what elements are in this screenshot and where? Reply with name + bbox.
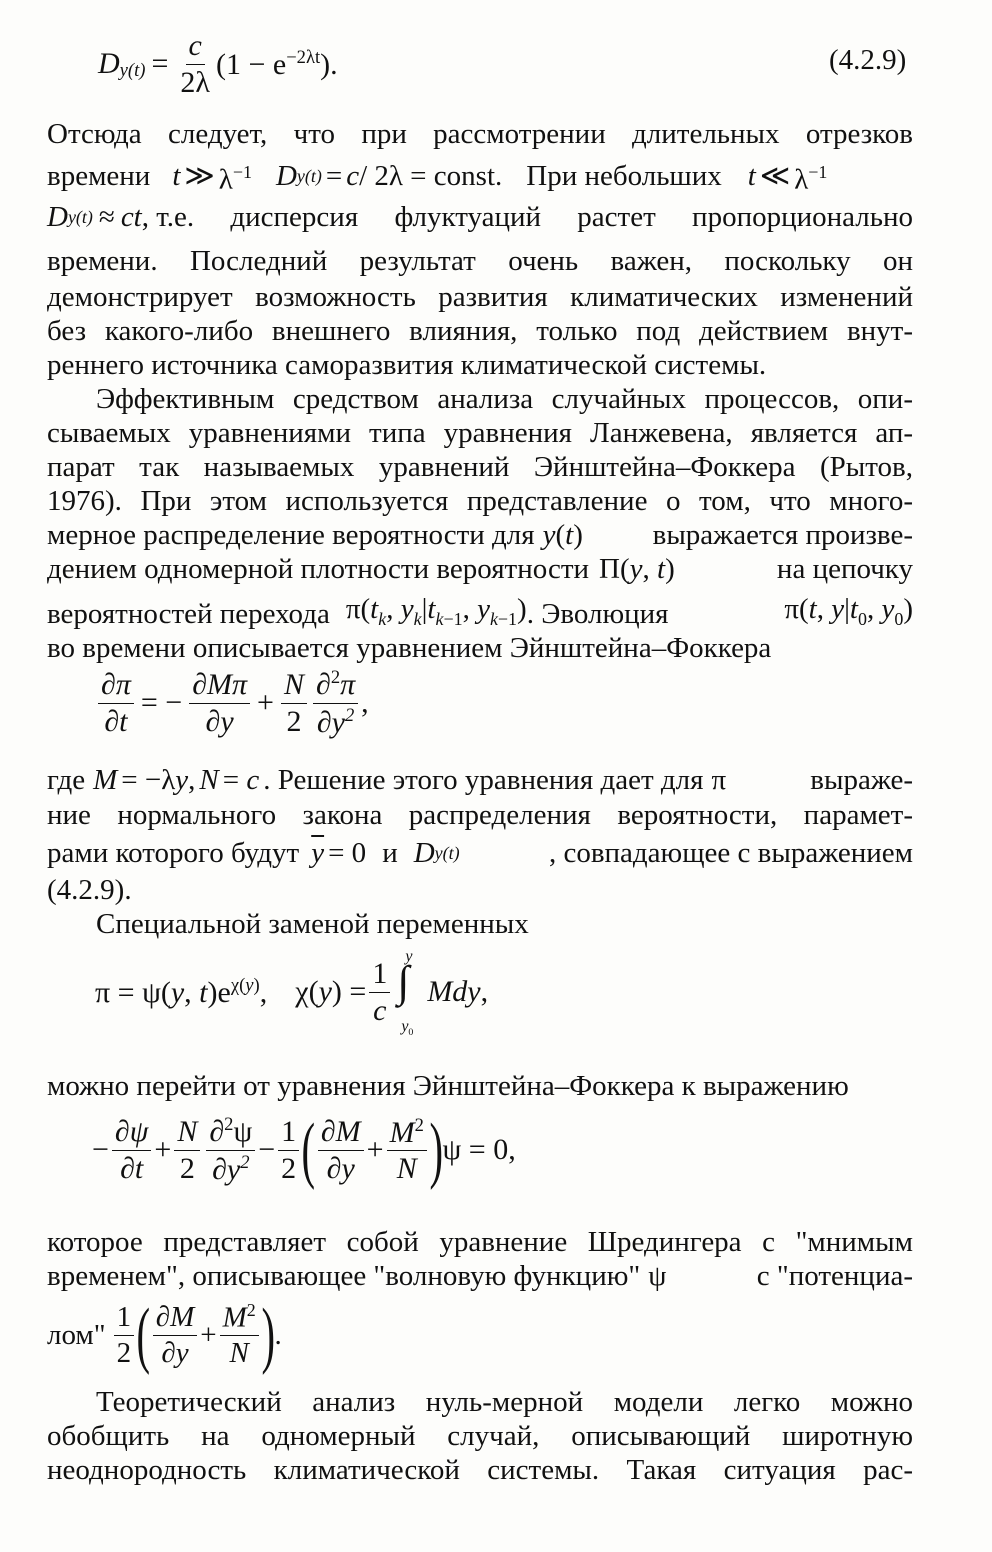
text-line: времени. Последний результат очень важен, поскольку он xyxy=(47,245,913,277)
equation-einstein-fokker: $\frac{\partial\pi}{\partial t}$ = − $\frac{\partial M\pi}{\partial y}$ + $\frac{N}{2}$ $\frac{\partial^2\pi}{\partial y^2}$ , xyxy=(95,668,369,738)
text-line: обобщить на одномерный случай, описывающий широтную xyxy=(47,1420,913,1452)
text-line: которое представляет собой уравнение Шредингера с "мнимым xyxy=(47,1226,913,1258)
text-line: Теоретический анализ нуль-мерной модели легко можно xyxy=(96,1386,913,1418)
text-line: ние нормального закона распределения вероятности, парамет- xyxy=(47,799,913,831)
equation-4-2-9: D $_{y(t)}$ = $\frac{c}{2\lambda}$ $(1 - e^{-2\lambda t})$. xyxy=(98,29,338,99)
equation-schrodinger: − $\frac{\partial\psi}{\partial t}$ + $\frac{N}{2}$ $\frac{\partial^2\psi}{\partial y^2}$ − $\frac{1}{2}$ ( $\frac{\partial M}{\partial y}$ + $\frac{M^2}{N}$ ) ψ = 0, xyxy=(92,1109,516,1191)
text-line-math: вероятностей перехода $\pi(t_k$, $y_k|t_{k-1}$, $y_{k-1}$) . Эволюция π(t, $y|t_0$, $y_0$) xyxy=(47,593,913,630)
equation-substitution: π = ψ(y, $t)e^{\chi(y)}$, χ(y) = $\frac{1}{c}$ y ∫ $y_0$ Mdy , xyxy=(95,948,489,1039)
text-line: Специальной заменой переменных xyxy=(96,908,529,940)
text-line: без какого-либо внешнего влияния, только под действием внут- xyxy=(47,315,913,347)
text-line: Эффективным средством анализа случайных процессов, опи- xyxy=(96,383,913,415)
text-line: можно перейти от уравнения Эйнштейна–Фоккера к выражению xyxy=(47,1070,849,1102)
text-line: парат так называемых уравнений Эйнштейна–Фоккера (Рытов, xyxy=(47,451,913,483)
equation-number: (4.2.9) xyxy=(829,44,907,76)
potential-expression: лом" $\frac{1}{2}$ ( $\frac{\partial M}{\partial y}$ + $\frac{M^2}{N}$ ) . xyxy=(47,1294,282,1376)
text-line: реннего источника саморазвития климатической системы. xyxy=(47,349,767,381)
text-line: сываемых уравнениями типа уравнения Ланжевена, является ап- xyxy=(47,417,913,449)
text-line: 1976). При этом используется представление о том, что много- xyxy=(47,485,913,517)
text-line: демонстрирует возможность развития климатических изменений xyxy=(47,281,913,313)
text-line-math: D y(t) ≈ ct , т.е. дисперсия флуктуаций растет пропорционально xyxy=(47,201,913,233)
text-line: во времени описывается уравнением Эйнштейна–Фоккера xyxy=(47,632,772,664)
text-line-math: временем", описывающее "волновую функцию" ψ с "потенциа- xyxy=(47,1260,913,1292)
text-line-math: рами которого будут $\overline{y}$ = 0 и D y(t) , совпадающее с выражением xyxy=(47,837,913,869)
text-line-math: мерное распределение вероятности для y (t) выражается произве- xyxy=(47,519,913,551)
text-line: (4.2.9). xyxy=(47,874,132,906)
text-line-math: дением одномерной плотности вероятности Π(y, t) на цепочку xyxy=(47,553,913,585)
text-line-math: где M = −λy, N = c . Решение этого уравнения дает для π выраже- xyxy=(47,764,913,796)
text-line-math: времени t ≫ $\lambda^{-1}$ D y(t) = c / 2λ = const. При небольших t ≪ $\lambda^{-1}$ xyxy=(47,159,828,196)
text-line: неоднородность климатической системы. Такая ситуация рас- xyxy=(47,1454,913,1486)
text-line: Отсюда следует, что при рассмотрении длительных отрезков xyxy=(47,118,913,150)
